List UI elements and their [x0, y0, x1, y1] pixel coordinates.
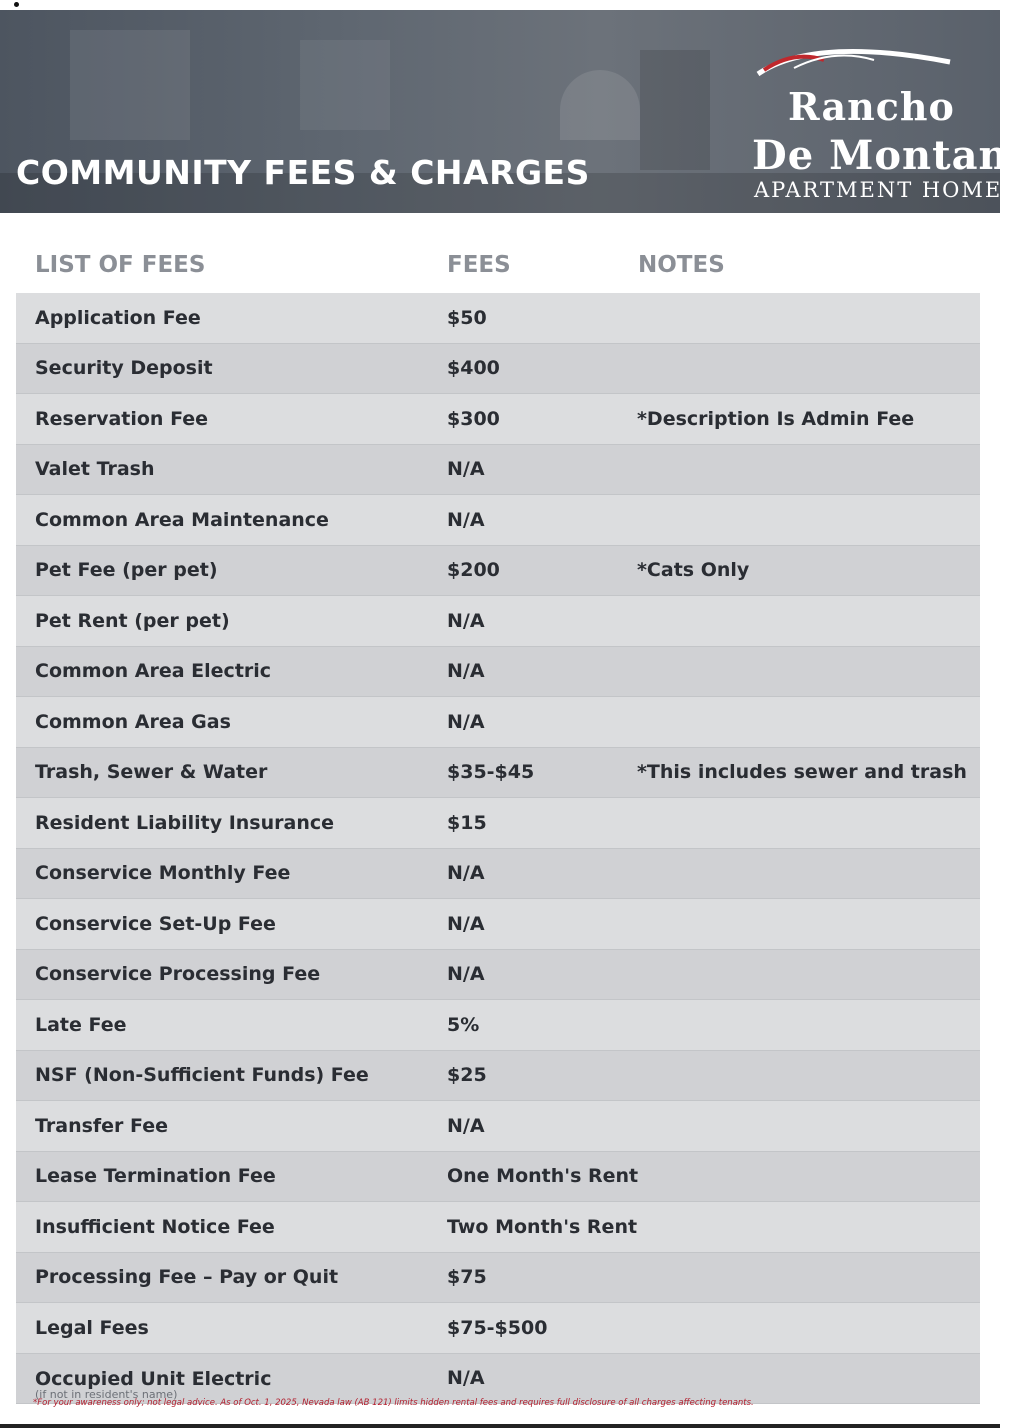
table-row: [16, 849, 980, 900]
brand-logo: [748, 32, 1036, 207]
fee-amount: N/A: [447, 609, 485, 632]
fee-amount: $400: [447, 357, 500, 380]
column-header-fees: FEES: [447, 252, 511, 278]
logo-line-apartment-homes: APARTMENT HOMES: [754, 178, 1019, 202]
fee-amount: 5%: [447, 1013, 480, 1036]
fee-name: Conservice Set-Up Fee: [35, 912, 276, 935]
fee-amount: $200: [447, 559, 500, 582]
fee-name: Pet Rent (per pet): [35, 609, 230, 632]
fee-amount: $75-$500: [447, 1316, 548, 1339]
table-row: [16, 647, 980, 698]
fee-note: *Cats Only: [637, 559, 750, 582]
logo-line-rancho: Rancho: [788, 84, 955, 129]
fee-amount: N/A: [447, 963, 485, 986]
fee-name-subtext: (if not in resident's name): [35, 1387, 178, 1401]
fee-amount: $50: [447, 306, 487, 329]
fee-amount: N/A: [447, 458, 485, 481]
fee-amount: N/A: [447, 508, 485, 531]
bottom-border: [0, 1424, 1000, 1428]
table-row: [16, 344, 980, 395]
table-row: [16, 1253, 980, 1304]
logo-line-de-montana: De Montana: [752, 132, 1036, 179]
fee-name: Insufficient Notice Fee: [35, 1215, 275, 1238]
fee-name: NSF (Non-Sufficient Funds) Fee: [35, 1064, 369, 1087]
fee-note: *Description Is Admin Fee: [637, 407, 915, 430]
fee-amount: N/A: [447, 1114, 485, 1137]
table-row: [16, 495, 980, 546]
fee-amount: $25: [447, 1064, 487, 1087]
fee-name: Application Fee: [35, 306, 201, 329]
fee-name: Trash, Sewer & Water: [35, 761, 268, 784]
banner-photo-shelf: [640, 50, 710, 170]
fee-amount: N/A: [447, 912, 485, 935]
fee-name: Conservice Monthly Fee: [35, 862, 291, 885]
fee-name: Reservation Fee: [35, 407, 209, 430]
fee-name: Conservice Processing Fee: [35, 963, 321, 986]
table-row: [16, 1202, 980, 1253]
fee-name: Common Area Maintenance: [35, 508, 329, 531]
fee-amount: $35-$45: [447, 761, 535, 784]
banner-photo-lamp: [560, 70, 640, 140]
fee-name: Processing Fee – Pay or Quit: [35, 1266, 339, 1289]
table-row: [16, 748, 980, 799]
corner-dot: [14, 2, 19, 7]
fee-amount: $15: [447, 811, 487, 834]
table-row: [16, 697, 980, 748]
fee-amount: N/A: [447, 710, 485, 733]
fees-table: [16, 293, 980, 1404]
table-row: [16, 950, 980, 1001]
logo-swoosh-icon: [754, 40, 954, 80]
fee-name: Late Fee: [35, 1013, 127, 1036]
table-row: [16, 445, 980, 496]
fee-amount: N/A: [447, 660, 485, 683]
fee-amount: $75: [447, 1266, 487, 1289]
fee-name: Lease Termination Fee: [35, 1165, 276, 1188]
fee-amount: Two Month's Rent: [447, 1215, 638, 1238]
fee-name: Security Deposit: [35, 357, 213, 380]
table-header: [0, 252, 1000, 282]
page-title: COMMUNITY FEES & CHARGES: [16, 153, 590, 192]
column-header-list-of-fees: LIST OF FEES: [35, 252, 206, 278]
table-row: [16, 1051, 980, 1102]
fee-name: Resident Liability Insurance: [35, 811, 335, 834]
fee-name: Pet Fee (per pet): [35, 559, 218, 582]
table-row: [16, 394, 980, 445]
table-row: [16, 1303, 980, 1354]
fee-name: Valet Trash: [35, 458, 155, 481]
fee-name: Transfer Fee: [35, 1114, 169, 1137]
fee-amount: One Month's Rent: [447, 1165, 639, 1188]
fee-note: *This includes sewer and trash: [637, 761, 967, 784]
fee-amount: N/A: [447, 1367, 485, 1390]
fee-amount: N/A: [447, 862, 485, 885]
table-row: [16, 798, 980, 849]
fee-name: Common Area Electric: [35, 660, 272, 683]
column-header-notes: NOTES: [638, 252, 725, 278]
fee-name: Occupied Unit Electric: [35, 1367, 272, 1390]
table-row: [16, 1152, 980, 1203]
table-row: [16, 1354, 980, 1405]
header-banner: [0, 10, 1036, 213]
banner-photo-frame: [300, 40, 390, 130]
fee-amount: $300: [447, 407, 500, 430]
legal-footnote: *For your awareness only; not legal advice. As of Oct. 1, 2025, Nevada law (AB 121) limits hidden rental fees and requires full disclosure of all charges affecting tenants.: [33, 1398, 754, 1408]
table-row: [16, 596, 980, 647]
table-row: [16, 1000, 980, 1051]
fee-name: Common Area Gas: [35, 710, 231, 733]
table-row: [16, 1101, 980, 1152]
table-row: [16, 293, 980, 344]
fee-name: Legal Fees: [35, 1316, 149, 1339]
table-row: [16, 546, 980, 597]
banner-photo-artwork: [70, 30, 190, 140]
table-row: [16, 899, 980, 950]
